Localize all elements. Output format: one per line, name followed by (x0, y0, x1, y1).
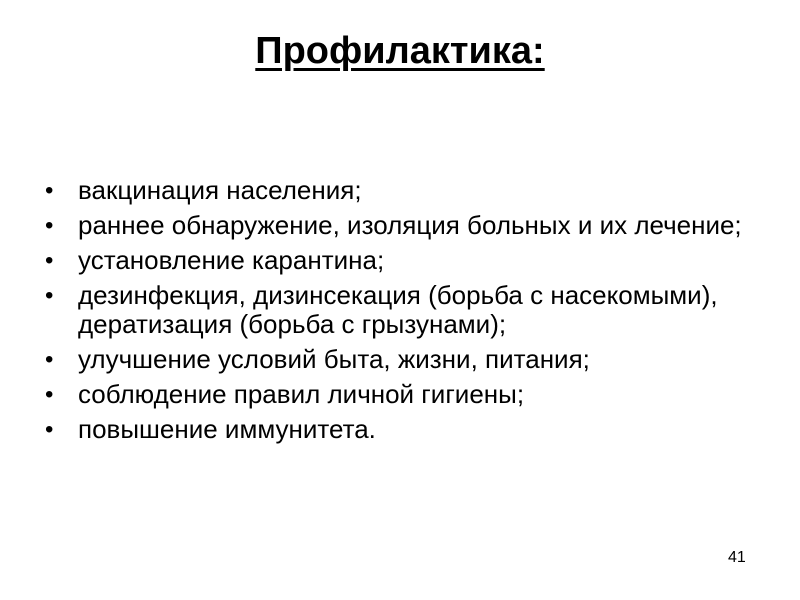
bullet-icon: • (45, 346, 54, 373)
bullet-item-disinfection (40, 281, 760, 339)
bullet-item-early-detection (40, 211, 760, 240)
slide-title (0, 28, 800, 74)
bullet-icon: • (45, 381, 54, 408)
bullet-item-living-conditions (40, 345, 760, 374)
bullet-text: установление карантина; (78, 245, 385, 275)
page-number: 41 (728, 549, 746, 566)
bullet-icon: • (45, 282, 54, 309)
bullet-icon: • (45, 416, 54, 443)
bullet-text: повышение иммунитета. (78, 414, 376, 444)
bullet-item-vaccination (40, 176, 760, 205)
bullet-item-immunity (40, 415, 760, 444)
bullet-text: улучшение условий быта, жизни, питания; (78, 344, 590, 374)
bullet-list (40, 176, 760, 450)
bullet-text: соблюдение правил личной гигиены; (78, 379, 525, 409)
bullet-icon: • (45, 247, 54, 274)
bullet-item-hygiene (40, 380, 760, 409)
bullet-item-quarantine (40, 246, 760, 275)
bullet-icon: • (45, 177, 54, 204)
bullet-text: дезинфекция, дизинсекация (борьба с насекомыми), дератизация (борьба с грызунами); (78, 280, 718, 339)
slide-title-text: Профилактика: (255, 30, 545, 72)
bullet-text: раннее обнаружение, изоляция больных и их лечение; (78, 210, 742, 240)
bullet-icon: • (45, 212, 54, 239)
bullet-text: вакцинация населения; (78, 175, 362, 205)
